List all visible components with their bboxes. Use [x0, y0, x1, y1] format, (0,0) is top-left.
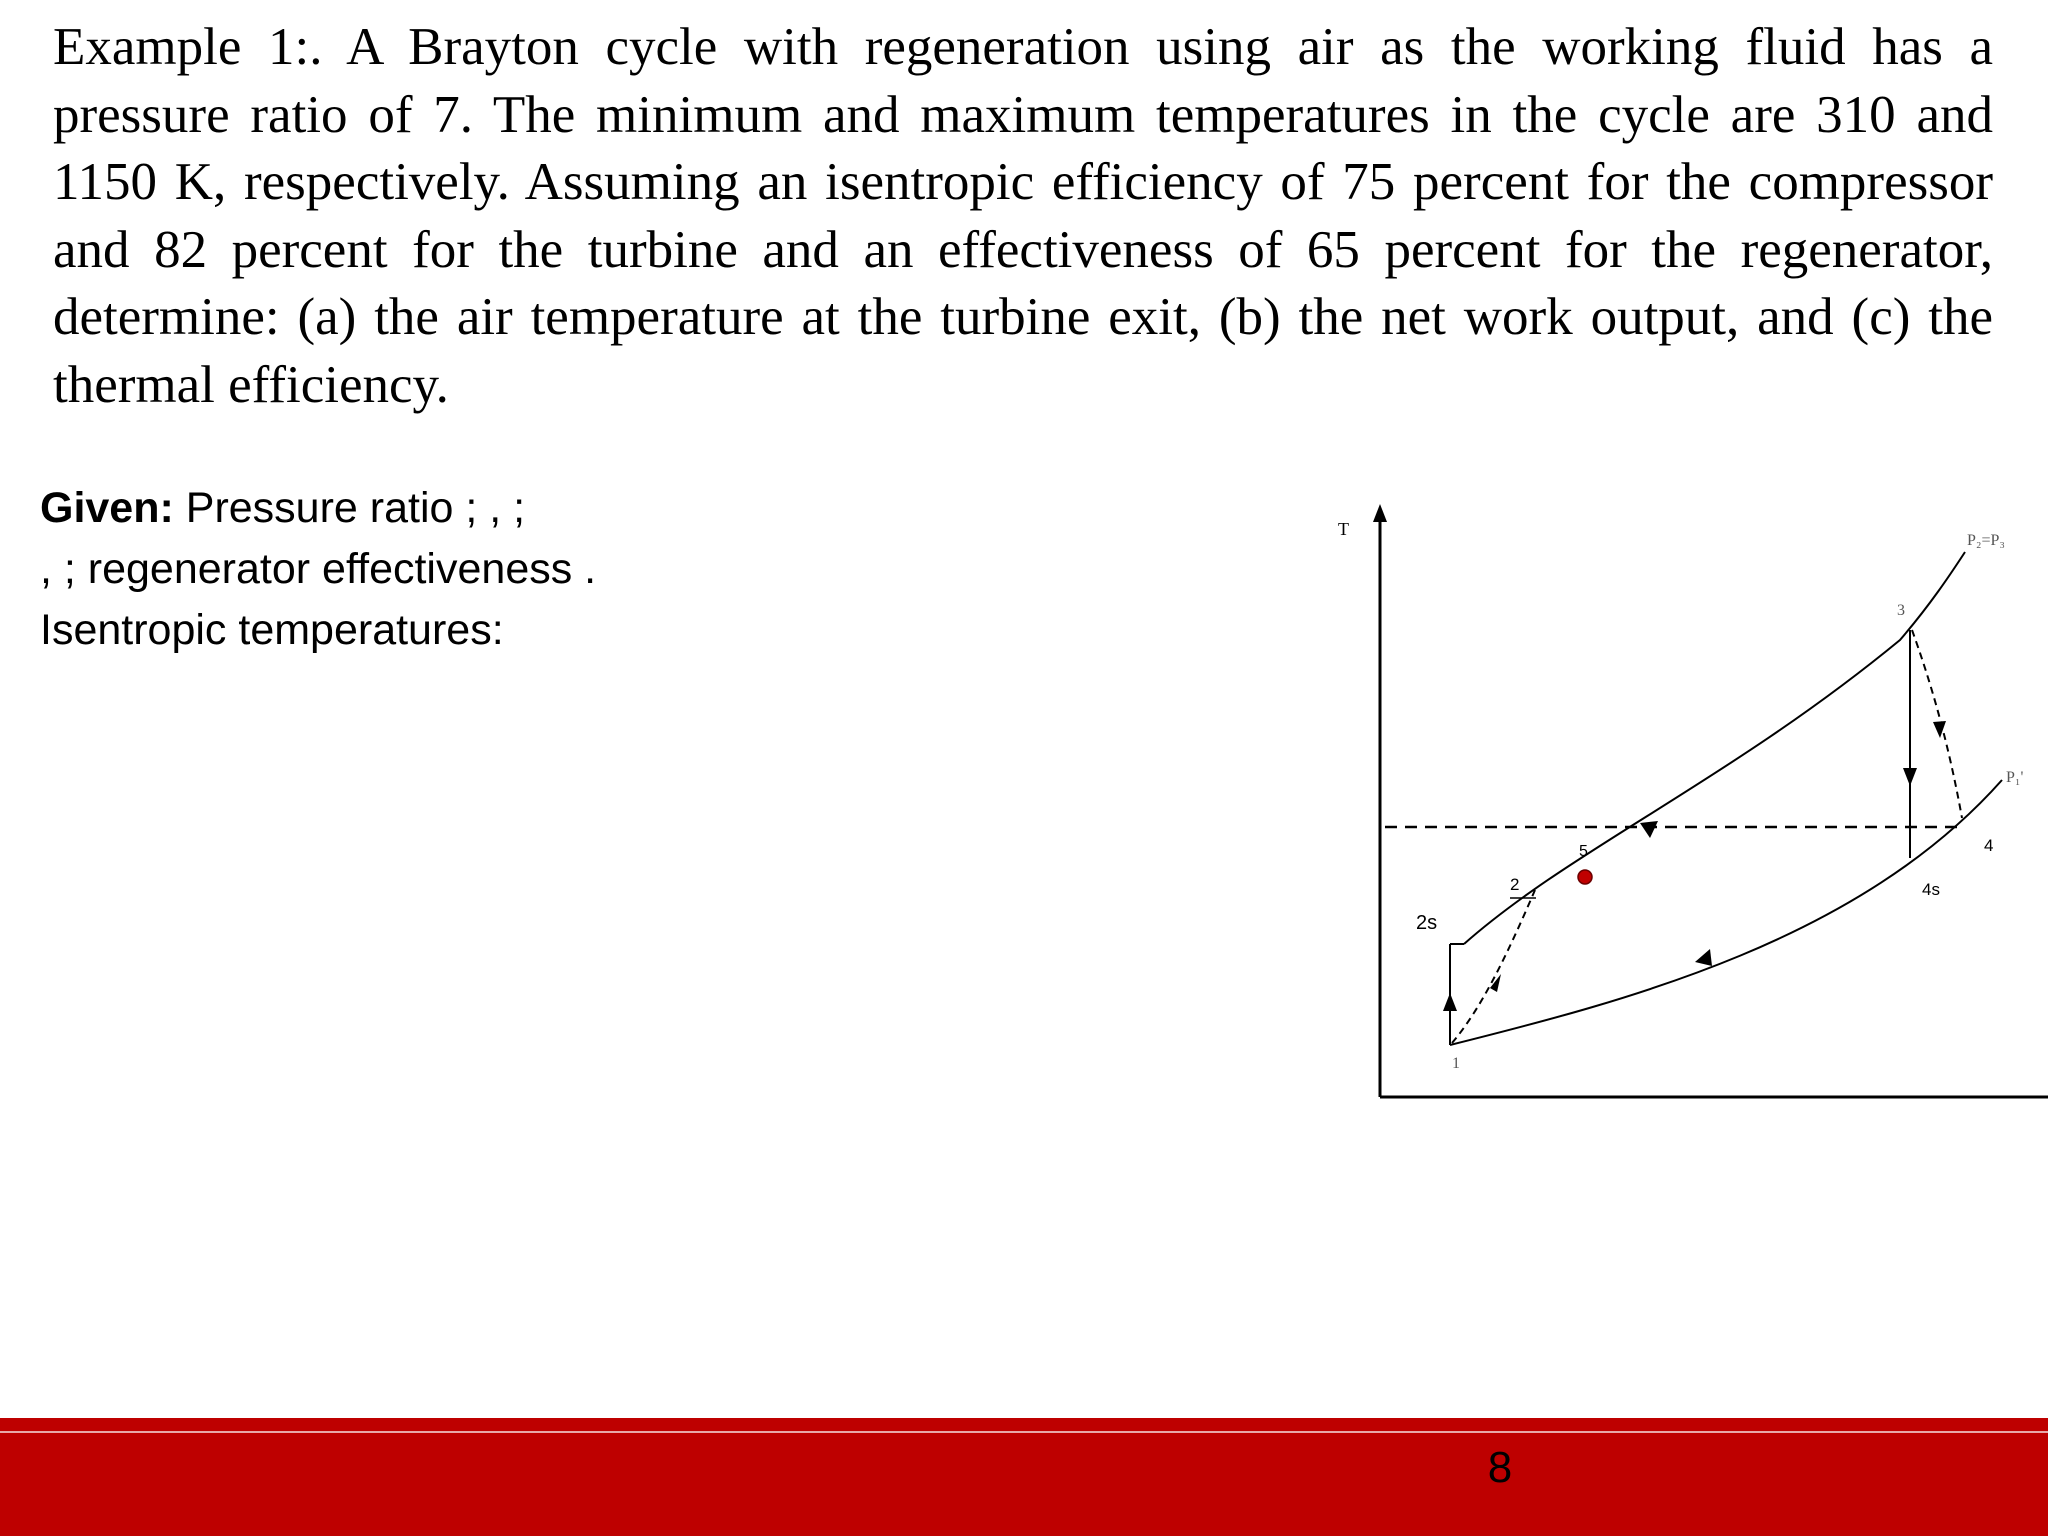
label-p1: P₁' [2006, 769, 2024, 786]
high-pressure-curve [1464, 552, 1965, 944]
label-point-1: 1 [1452, 1055, 1460, 1072]
label-point-5: 5 [1579, 843, 1588, 860]
low-pressure-arrow-icon [1695, 949, 1712, 966]
label-point-2: 2 [1510, 875, 1520, 894]
given-section [40, 478, 1240, 661]
label-p2-p3: P₂=P₃ [1967, 532, 2005, 549]
t-axis-label: T [1338, 519, 1349, 539]
footer-divider [0, 1431, 2048, 1433]
problem-statement: Example 1:. A Brayton cycle with regeneration using air as the working fluid has a pressure ratio of 7. The minimum and maximum temperatures in the cycle are 310 and 1150 K, respectively. Assuming an isentropic efficiency of 75 percent for the compressor and 82 percent for the turbine and an effectiveness of 65 percent for the regenerator, determine: (a) the air temperature at the turbine exit, (b) the net work output, and (c) the thermal efficiency. [53, 18, 1993, 414]
ts-diagram [1300, 490, 2048, 1110]
given-line-1 [40, 478, 1240, 539]
given-line-2: , ; regenerator effectiveness . [40, 545, 597, 593]
label-point-4s: 4s [1922, 880, 1940, 899]
given-heading: Given: [40, 484, 174, 532]
page-number: 8 [1487, 1443, 1513, 1492]
footer-bar [0, 1418, 2048, 1536]
given-line-1-text: Pressure ratio ; , ; [173, 484, 526, 532]
label-point-2s: 2s [1416, 912, 1438, 934]
t-axis-arrow-icon [1373, 504, 1387, 522]
point-5-marker [1578, 870, 1592, 884]
label-point-3: 3 [1897, 602, 1905, 619]
label-point-4: 4 [1984, 836, 1994, 855]
regeneration-arrow-icon [1640, 821, 1658, 838]
compression-actual-line [1452, 890, 1535, 1043]
expansion-arrow-icon [1903, 768, 1917, 786]
low-pressure-curve [1450, 780, 2002, 1045]
given-line-3: Isentropic temperatures: [40, 606, 504, 654]
compression-arrow-icon [1443, 993, 1457, 1011]
